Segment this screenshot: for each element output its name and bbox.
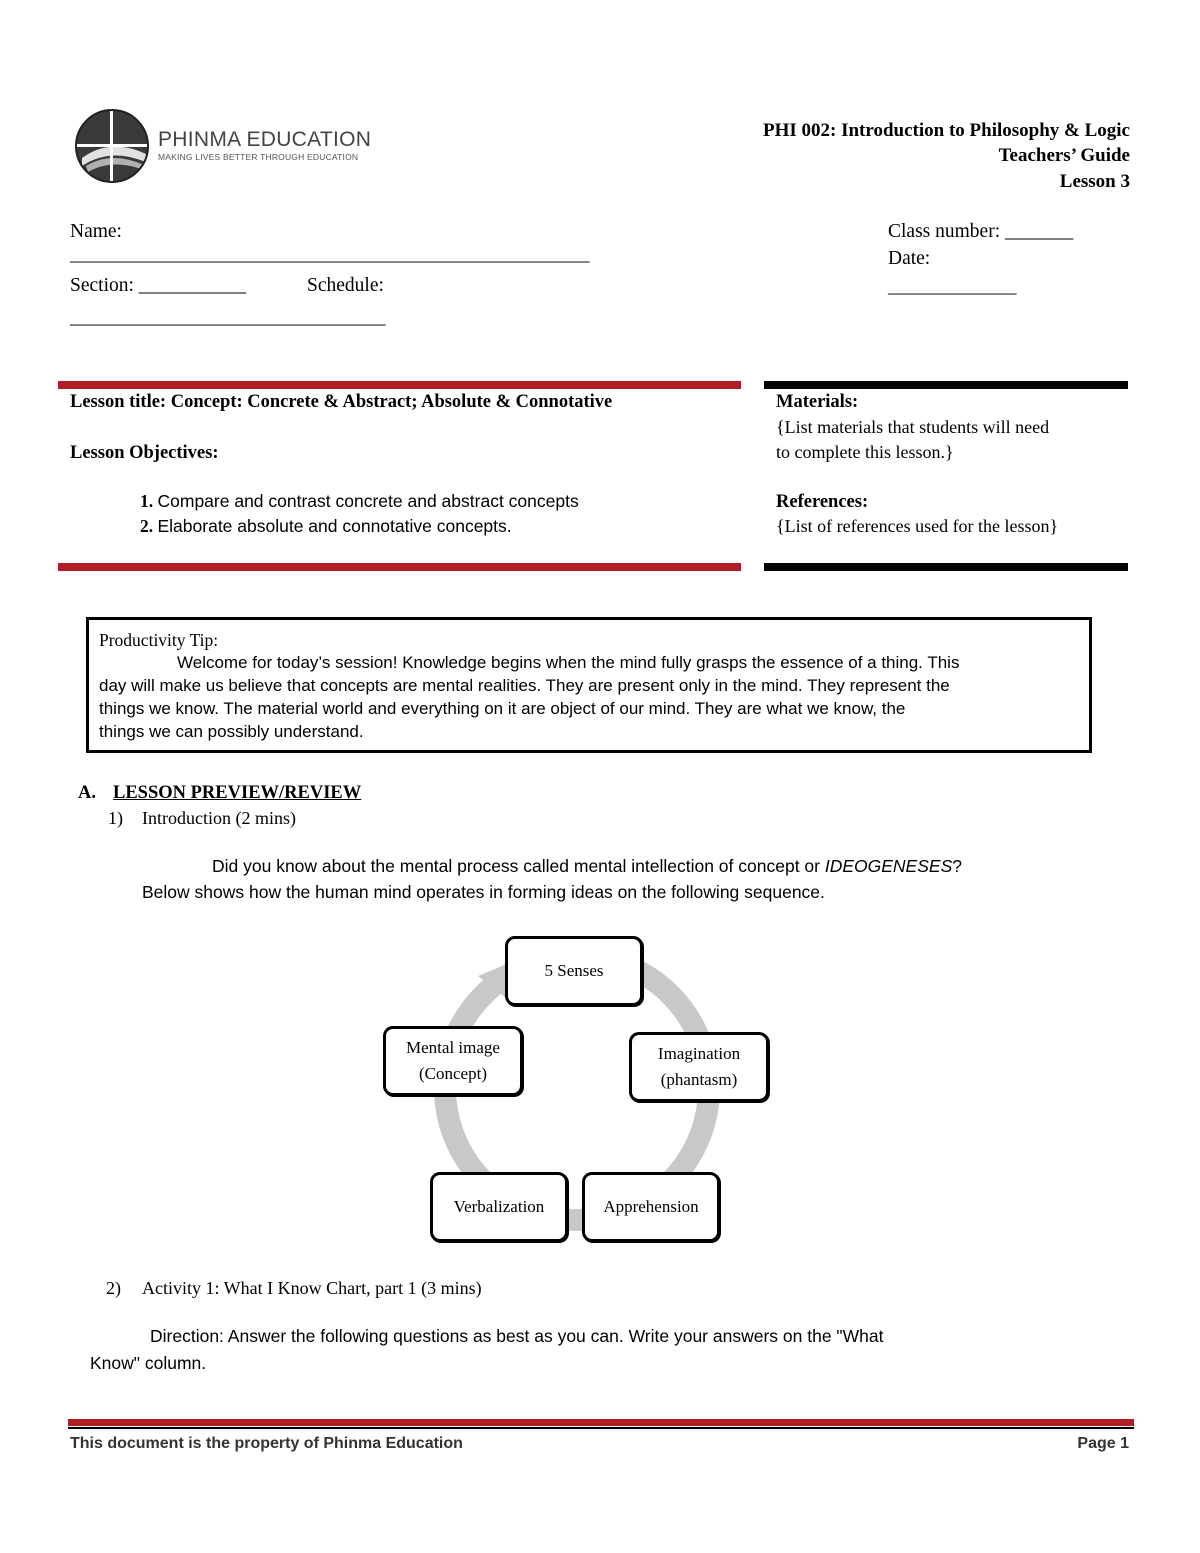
footer-page-number: Page 1	[1077, 1435, 1129, 1452]
references-label: References:	[776, 492, 869, 512]
objective-2-text: Elaborate absolute and connotative concepts.	[157, 516, 512, 536]
productivity-tip-label: Productivity Tip:	[99, 630, 219, 650]
guide-title: Teachers’ Guide	[998, 145, 1130, 166]
node-imagination	[629, 1032, 769, 1102]
objectives-label: Lesson Objectives:	[70, 443, 219, 463]
node-verbalization-label: Verbalization	[453, 1197, 545, 1216]
productivity-tip-line-2: day will make us believe that concepts are mental realities. They are present only in the mind. They represent the	[99, 676, 950, 695]
node-imagination-label-1: Imagination	[657, 1044, 741, 1063]
materials-text-1: {List materials that students will need	[776, 417, 1050, 437]
bottom-black-bar	[764, 563, 1128, 571]
intro-line-1	[212, 856, 962, 877]
logo-name: PHINMA EDUCATION	[158, 128, 372, 151]
references-text: {List of references used for the lesson}	[776, 516, 1059, 536]
direction-line-1: Direction: Answer the following questions as best as you can. Write your answers on the "What	[150, 1326, 884, 1346]
course-title: PHI 002: Introduction to Philosophy & Logic	[762, 120, 1130, 141]
footer-red-bar	[68, 1419, 1134, 1426]
node-mental-image-label-2: (Concept)	[419, 1064, 487, 1083]
section-field: Section: ___________	[70, 275, 247, 296]
node-5-senses-label: 5 Senses	[544, 961, 604, 980]
objective-1	[140, 491, 579, 512]
materials-label: Materials:	[776, 392, 859, 412]
productivity-tip-line-1: Welcome for today’s session! Knowledge begins when the mind fully grasps the essence of a thing. This	[177, 653, 960, 672]
node-apprehension-label: Apprehension	[603, 1197, 699, 1216]
item-1-number: 1)	[108, 808, 123, 828]
productivity-tip-box	[86, 617, 1092, 753]
objective-1-text: Compare and contrast concrete and abstract concepts	[157, 491, 579, 511]
objective-1-number: 1.	[140, 491, 154, 511]
item-2-title: Activity 1: What I Know Chart, part 1 (3 mins)	[142, 1278, 482, 1298]
item-2-number: 2)	[106, 1278, 121, 1298]
top-red-bar	[58, 381, 741, 389]
section-a-title: LESSON PREVIEW/REVIEW	[113, 783, 362, 803]
class-number-field: Class number: _______	[888, 221, 1074, 242]
schedule-line: _____________________________________	[70, 307, 385, 328]
lesson-title: Lesson title: Concept: Concrete & Abstract; Absolute & Connotative	[70, 392, 613, 412]
node-apprehension	[582, 1172, 720, 1242]
footer-black-rule	[68, 1427, 1134, 1429]
node-5-senses	[505, 936, 643, 1006]
item-1-title: Introduction (2 mins)	[142, 808, 296, 828]
phinma-logo-icon	[72, 106, 156, 184]
node-mental-image-label-1: Mental image	[406, 1038, 500, 1057]
objective-2	[140, 516, 512, 537]
materials-text-2: to complete this lesson.}	[776, 442, 954, 462]
lesson-number: Lesson 3	[1059, 171, 1130, 192]
section-a-letter: A.	[78, 783, 96, 803]
name-label: Name:	[70, 221, 122, 242]
name-line: _____________________________________________________________	[70, 244, 589, 265]
intro-line-1-text: Did you know about the mental process called mental intellection of concept or	[212, 856, 825, 876]
productivity-tip-line-3: things we know. The material world and everything on it are object of our mind. They are what we know, the	[99, 699, 906, 718]
productivity-tip-line-4: things we can possibly understand.	[99, 722, 364, 741]
intro-question-mark: ?	[952, 856, 962, 876]
date-label: Date:	[888, 248, 931, 269]
schedule-label: Schedule:	[307, 275, 384, 296]
date-line: _______________	[888, 276, 1016, 297]
node-verbalization	[430, 1172, 568, 1242]
ideogeneses-term: IDEOGENESES	[824, 856, 953, 876]
node-imagination-label-2: (phantasm)	[660, 1070, 738, 1089]
node-mental-image	[383, 1026, 523, 1096]
bottom-red-bar	[58, 563, 741, 571]
footer-property-text: This document is the property of Phinma Education	[70, 1435, 463, 1452]
direction-line-2: Know" column.	[90, 1353, 207, 1373]
objective-2-number: 2.	[140, 516, 154, 536]
intro-line-2: Below shows how the human mind operates in forming ideas on the following sequence.	[142, 882, 825, 902]
top-black-bar	[764, 381, 1128, 389]
logo-tagline: MAKING LIVES BETTER THROUGH EDUCATION	[158, 152, 359, 162]
